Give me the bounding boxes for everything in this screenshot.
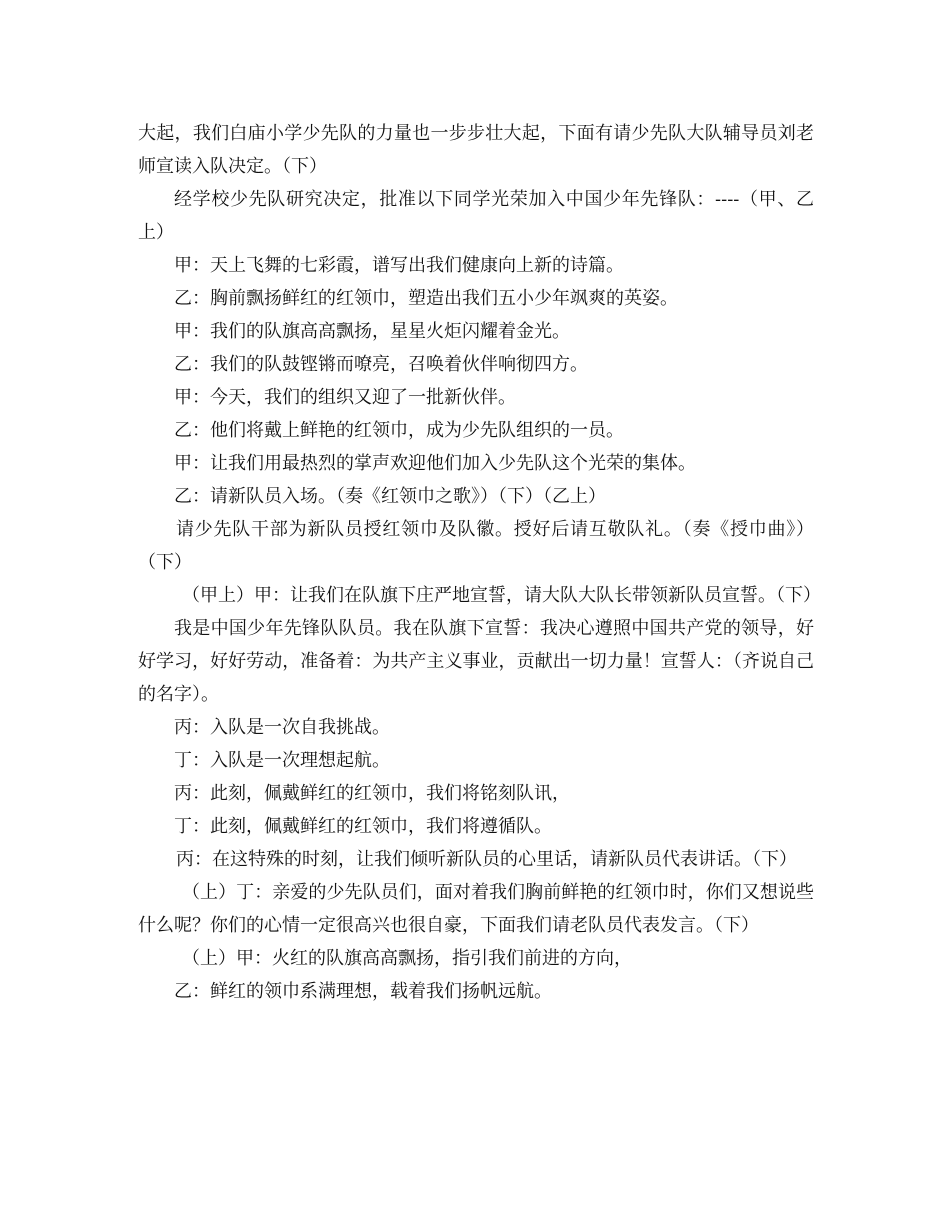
paragraph-9: 甲：让我们用最热烈的掌声欢迎他们加入少先队这个光荣的集体。 xyxy=(174,453,696,474)
paragraph-17: 丁：此刻，佩戴鲜红的红领巾，我们将遵循队。 xyxy=(174,816,552,837)
paragraph-12: （甲上）甲：让我们在队旗下庄严地宣誓，请大队大队长带领新队员宣誓。（下） xyxy=(182,585,821,606)
paragraph-19: （上）丁：亲爱的少先队员们，面对着我们胸前鲜艳的红领巾时，你们又想说些什么呢？你们的心情一定很高兴也很自豪，下面我们请老队员代表发言。（下） xyxy=(138,882,814,936)
paragraph-5: 甲：我们的队旗高高飘扬，星星火炬闪耀着金光。 xyxy=(174,321,570,342)
paragraph-11: 请少先队干部为新队员授红领巾及队徽。授好后请互敬队礼。（奏《授巾曲》）（下） xyxy=(138,519,814,573)
paragraph-21: 乙：鲜红的领巾系满理想，载着我们扬帆远航。 xyxy=(174,981,552,1002)
document-page xyxy=(138,117,821,1008)
paragraph-15: 丁：入队是一次理想起航。 xyxy=(174,750,390,771)
paragraph-20: （上）甲：火红的队旗高高飘扬，指引我们前进的方向， xyxy=(182,948,632,969)
paragraph-14: 丙：入队是一次自我挑战。 xyxy=(174,717,390,738)
paragraph-4: 乙：胸前飘扬鲜红的红领巾，塑造出我们五小少年飒爽的英姿。 xyxy=(174,288,678,309)
paragraph-2: 经学校少先队研究决定，批准以下同学光荣加入中国少年先锋队：----（甲、乙上） xyxy=(138,189,814,243)
paragraph-18: 丙：在这特殊的时刻，让我们倾听新队员的心里话，请新队员代表讲话。（下） xyxy=(176,849,797,870)
paragraph-8: 乙：他们将戴上鲜艳的红领巾，成为少先队组织的一员。 xyxy=(174,420,624,441)
paragraph-7: 甲：今天，我们的组织又迎了一批新伙伴。 xyxy=(174,387,516,408)
paragraph-10: 乙：请新队员入场。（奏《红领巾之歌》）（下）（乙上） xyxy=(174,486,606,507)
paragraph-3: 甲：天上飞舞的七彩霞，谱写出我们健康向上新的诗篇。 xyxy=(174,255,624,276)
paragraph-13: 我是中国少年先锋队队员。我在队旗下宣誓：我决心遵照中国共产党的领导，好好学习，好好劳动，准备着：为共产主义事业，贡献出一切力量！宣誓人：（齐说自己的名字）。 xyxy=(138,618,814,705)
paragraph-16: 丙：此刻，佩戴鲜红的红领巾，我们将铭刻队讯， xyxy=(174,783,570,804)
paragraph-6: 乙：我们的队鼓铿锵而嘹亮，召唤着伙伴响彻四方。 xyxy=(174,354,588,375)
paragraph-1: 大起，我们白庙小学少先队的力量也一步步壮大起，下面有请少先队大队辅导员刘老师宣读入队决定。（下） xyxy=(138,123,814,177)
